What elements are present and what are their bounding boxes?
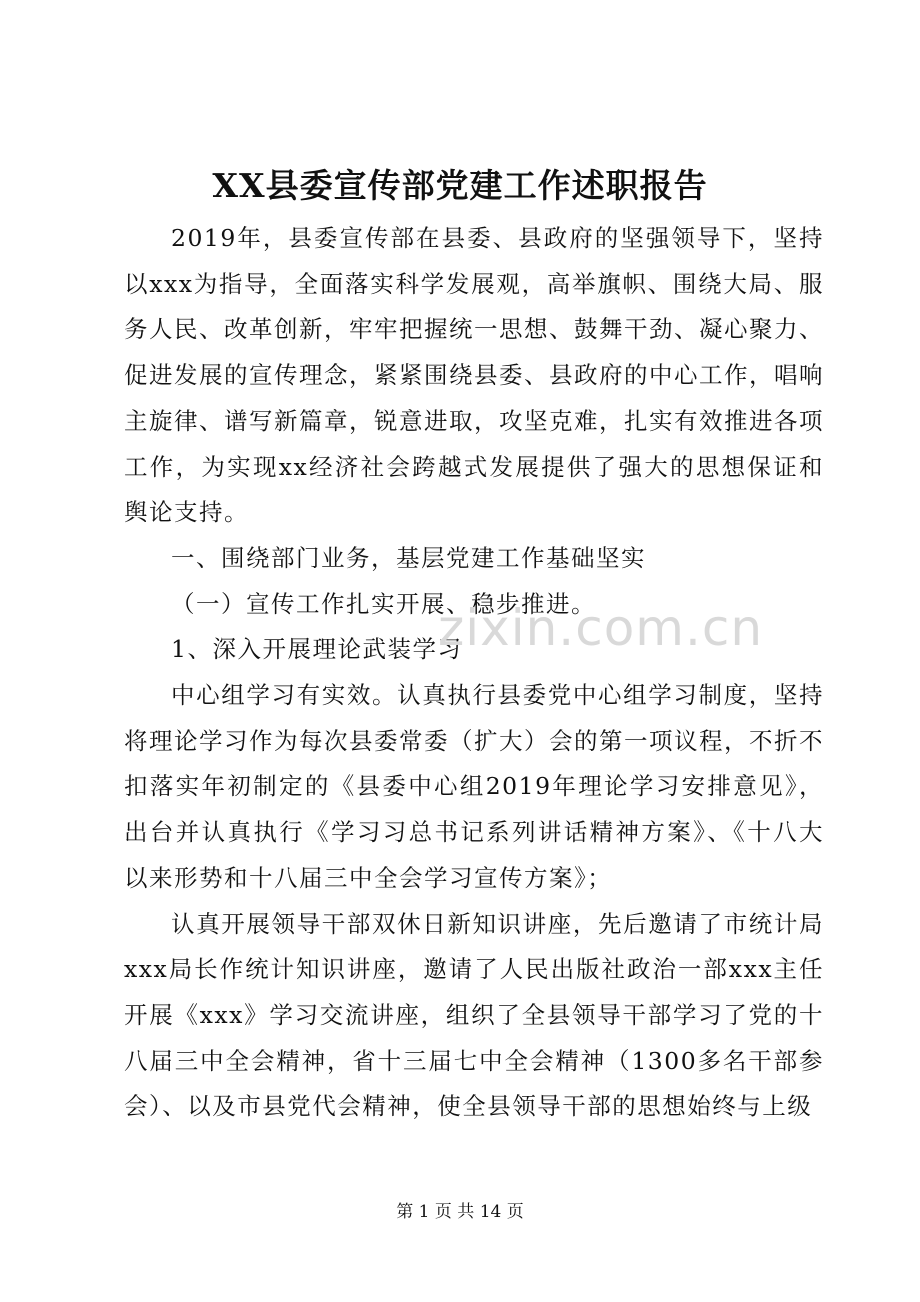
watermark: zixin.com.cn	[438, 599, 764, 657]
section-heading-1: 一、围绕部门业务，基层党建工作基础坚实	[171, 543, 646, 572]
document-title: XX县委宣传部党建工作述职报告	[212, 166, 708, 205]
paragraph-intro: 2019年，县委宣传部在县委、县政府的坚强领导下，坚持以xxx为指导，全面落实科学发展观，高举旗帜、围绕大局、服务人民、改革创新，牢牢把握统一思想、鼓舞干劲、凝心聚力、促进发展的宣传理念，紧紧围绕县委、县政府的中心工作，唱响主旋律、谱写新篇章，锐意进取，攻坚克难，扎实有效推进各项工作，为实现xx经济社会跨越式发展提供了强大的思想保证和舆论支持。	[124, 224, 824, 527]
paragraph-center-group-study: 中心组学习有实效。认真执行县委党中心组学习制度，坚持将理论学习作为每次县委常委（扩大）会的第一项议程，不折不扣落实年初制定的《县委中心组2019年理论学习安排意见》，出台并认真执行《学习习总书记系列讲话精神方案》、《十八大以来形势和十八届三中全会学习宣传方案》；	[124, 681, 824, 892]
paragraph-lectures: 认真开展领导干部双休日新知识讲座，先后邀请了市统计局xxx局长作统计知识讲座，邀请了人民出版社政治一部xxx主任开展《xxx》学习交流讲座，组织了全县领导干部学习了党的十八届三中全会精神，省十三届七中全会精神（1300多名干部参会）、以及市县党代会精神，使全县领导干部的思想始终与上级	[124, 909, 824, 1121]
page-footer: 第 1 页 共 14 页	[396, 1202, 524, 1222]
item-heading-1: 1、深入开展理论武装学习	[171, 635, 463, 664]
document-body	[124, 216, 824, 1130]
subsection-heading-1: （一）宣传工作扎实开展、稳步推进。	[171, 589, 596, 618]
